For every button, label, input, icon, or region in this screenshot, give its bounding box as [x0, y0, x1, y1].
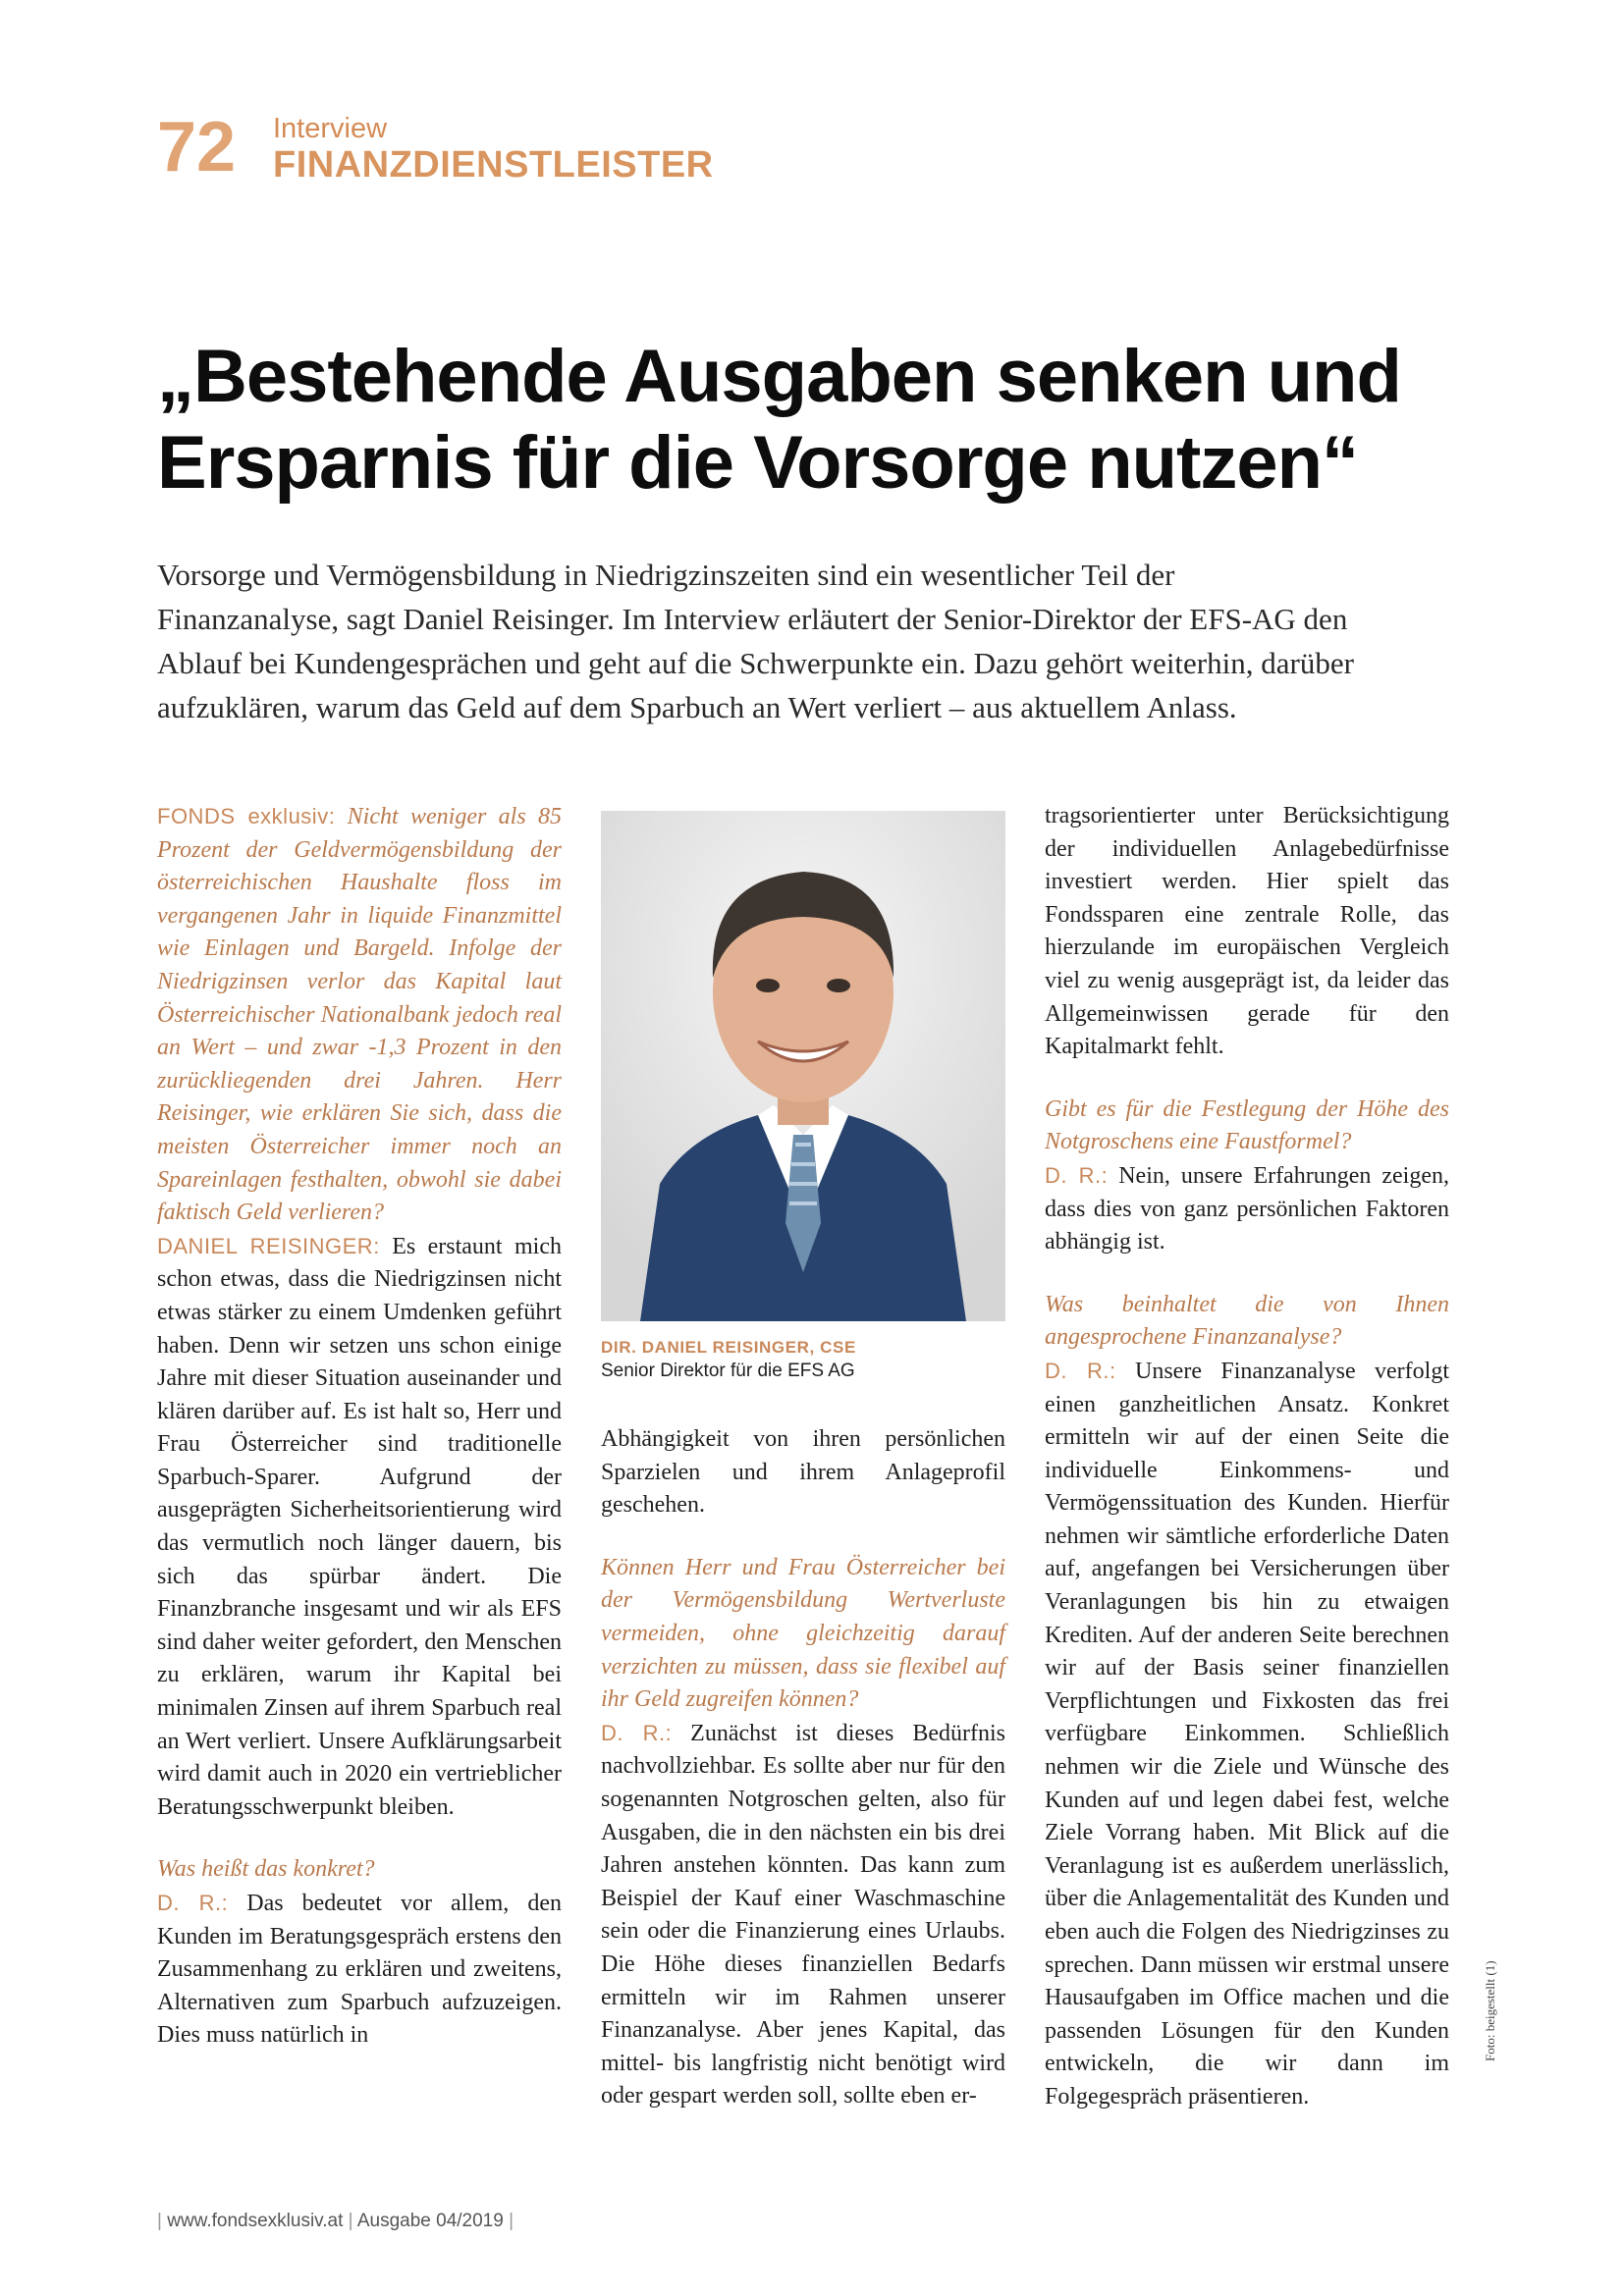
footer-separator: |	[509, 2211, 514, 2231]
answer-4	[1045, 1159, 1449, 1259]
speaker-label: D. R.:	[601, 1720, 673, 1745]
article-lead: Vorsorge und Vermögensbildung in Niedrigzinszeiten sind ein wesentlicher Teil der Finanzanalyse, sagt Daniel Reisinger. Im Interview erläutert der Senior-Direktor der EFS-AG den Ablauf bei Kundengesprächen und geht auf die Schwerpunkte ein. Dazu gehört weiterhin, darüber aufzuklären, warum das Geld auf dem Sparbuch an Wert verliert – aus aktuellem Anlass.	[157, 558, 1354, 724]
answer-1-text: Es erstaunt mich schon etwas, dass die Niedrigzinsen nicht etwas stärker zu einem Umdenken geführt haben. Denn wir setzen uns schon einige Jahre mit dieser Situation auseinander und klären darüber auf. Es ist halt so, Herr und Frau Österreicher sind traditionelle Sparbuch-Sparer. Aufgrund der ausgeprägten Sicherheitsorientierung wird das vermutlich noch länger dauern, bis sich das spürbar ändert. Die Finanzbranche insgesamt und wir als EFS sind daher weiter gefordert, den Menschen zu erklären, warum ihr Kapital bei minimalen Zinsen auf ihrem Sparbuch real an Wert verliert. Unsere Aufklärungsarbeit wird damit auch in 2020 ein vertrieblicher Beratungsschwerpunkt bleiben.	[157, 1233, 562, 1820]
caption-role: Senior Direktor für die EFS AG	[601, 1361, 855, 1381]
speaker-label: D. R.:	[1045, 1358, 1116, 1383]
answer-3-text: Zunächst ist dieses Bedürfnis nachvollziehbar. Es sollte aber nur für den sogenannten Notgroschen gelten, also für Ausgaben, die in den nächsten ein bis drei Jahren anstehen könnten. Das kann zum Beispiel der Kauf einer Waschmaschine sein oder die Finanzierung eines Urlaubs. Die Höhe dieses finanziellen Bedarfs ermitteln wir im Rahmen unserer Finanzanalyse. Aber jenes Kapital, das mittel- bis langfristig nicht benötigt wird oder gespart werden soll, sollte eben er-	[601, 1720, 1005, 2109]
footer-separator: |	[348, 2211, 353, 2231]
caption-name: DIR. DANIEL REISINGER, CSE	[601, 1338, 856, 1357]
answer-2	[157, 1887, 562, 2053]
footer-issue: Ausgabe 04/2019	[356, 2211, 504, 2231]
question-3: Können Herr und Frau Österreicher bei der Vermögensbildung Wertverluste vermeiden, ohne gleichzeitig darauf verzichten zu müssen, dass sie flexibel auf ihr Geld zugreifen können?	[601, 1554, 1005, 1713]
question-4: Gibt es für die Festlegung der Höhe des Notgroschens eine Faustformel?	[1045, 1095, 1449, 1155]
speaker-label: DANIEL REISINGER:	[157, 1233, 380, 1258]
question-2: Was heißt das konkret?	[157, 1856, 375, 1883]
question-1-text: Nicht weniger als 85 Prozent der Geldvermögensbildung der österreichischen Haushalte floss im vergangenen Jahr in liquide Finanzmittel wie Einlagen und Bargeld. Infolge der Niedrigzinsen verlor das Kapital laut Österreichischer Nationalbank jedoch real an Wert – und zwar -1,3 Prozent in den zurückliegenden drei Jahren. Herr Reisinger, wie erklären Sie sich, dass die meisten Österreicher immer noch an Spareinlagen festhalten, obwohl sie dabei faktisch Geld verlieren?	[157, 804, 562, 1226]
article-column-2	[601, 1423, 1005, 2113]
section-kicker: Interview	[273, 113, 388, 144]
photo-credit: Foto: beigestellt (1)	[1483, 1960, 1497, 2061]
answer-5-text: Unsere Finanzanalyse verfolgt einen ganzheitlichen Ansatz. Konkret ermitteln wir auf der einen Seite die individuelle Einkommens- und Vermögenssituation des Kunden. Hierfür nehmen wir sämtliche erforderliche Daten auf, angefangen bei Versicherungen über Veranlagungen bis hin zu etwaigen Krediten. Auf der anderen Seite berechnen wir auf der Basis seiner finanziellen Verpflichtungen und Fixkosten das frei verfügbare Einkommen. Schließlich nehmen wir die Ziele und Wünsche des Kunden auf und legen dabei fest, welche Ziele Vorrang haben. Mit Blick auf die Veranlagung ist es außerdem unerlässlich, über die Anlagementalität des Kunden und eben auch die Folgen des Niedrigzinses zu sprechen. Dann müssen wir erstmal unsere Hausaufgaben im Office machen und die passenden Lösungen für den Kunden entwickeln, die wir dann im Folgegespräch präsentieren.	[1045, 1358, 1449, 2109]
footer-url[interactable]: www.fondsexklusiv.at	[167, 2211, 344, 2231]
footer-separator: |	[157, 2211, 162, 2231]
page-number: 72	[157, 108, 237, 187]
answer-1	[157, 1230, 562, 1825]
page-footer	[157, 2211, 514, 2232]
article-column-1	[157, 800, 562, 2053]
speaker-label: D. R.:	[1045, 1162, 1109, 1188]
answer-5	[1045, 1355, 1449, 2114]
question-5: Was beinhaltet die von Ihnen angesprochene Finanzanalyse?	[1045, 1291, 1449, 1351]
section-title: FINANZDIENSTLEISTER	[273, 144, 714, 186]
article-column-3	[1045, 800, 1449, 2114]
question-1	[157, 800, 562, 1230]
photo-caption	[601, 1337, 1005, 1384]
article-headline: „Bestehende Ausgaben senken und Ersparnis für die Vorsorge nutzen“	[157, 335, 1401, 505]
answer-3-continued: tragsorientierter unter Berücksichtigung der individuellen Anlagebedürfnisse investiert werden. Hier spielt das Fondssparen eine zentrale Rolle, das hierzulande im europäischen Vergleich viel zu wenig ausgeprägt ist, da leider das Allgemeinwissen gerade für den Kapitalmarkt fehlt.	[1045, 803, 1449, 1060]
answer-4-text: Nein, unsere Erfahrungen zeigen, dass dies von ganz persönlichen Faktoren abhängig ist.	[1045, 1162, 1450, 1255]
answer-2-text: Das bedeutet vor allem, den Kunden im Beratungsgespräch erstens den Zusammenhang zu erklären und zweitens, Alternativen zum Sparbuch aufzuzeigen. Dies muss natürlich in	[157, 1891, 562, 2049]
interviewer-label: FONDS exklusiv:	[157, 804, 336, 828]
answer-2-continued: Abhängigkeit von ihren persönlichen Sparzielen und ihrem Anlageprofil geschehen.	[601, 1426, 1005, 1519]
answer-3	[601, 1717, 1005, 2113]
portrait-photo	[601, 811, 1005, 1321]
portrait-illustration	[601, 811, 1005, 1321]
speaker-label: D. R.:	[157, 1891, 229, 1915]
